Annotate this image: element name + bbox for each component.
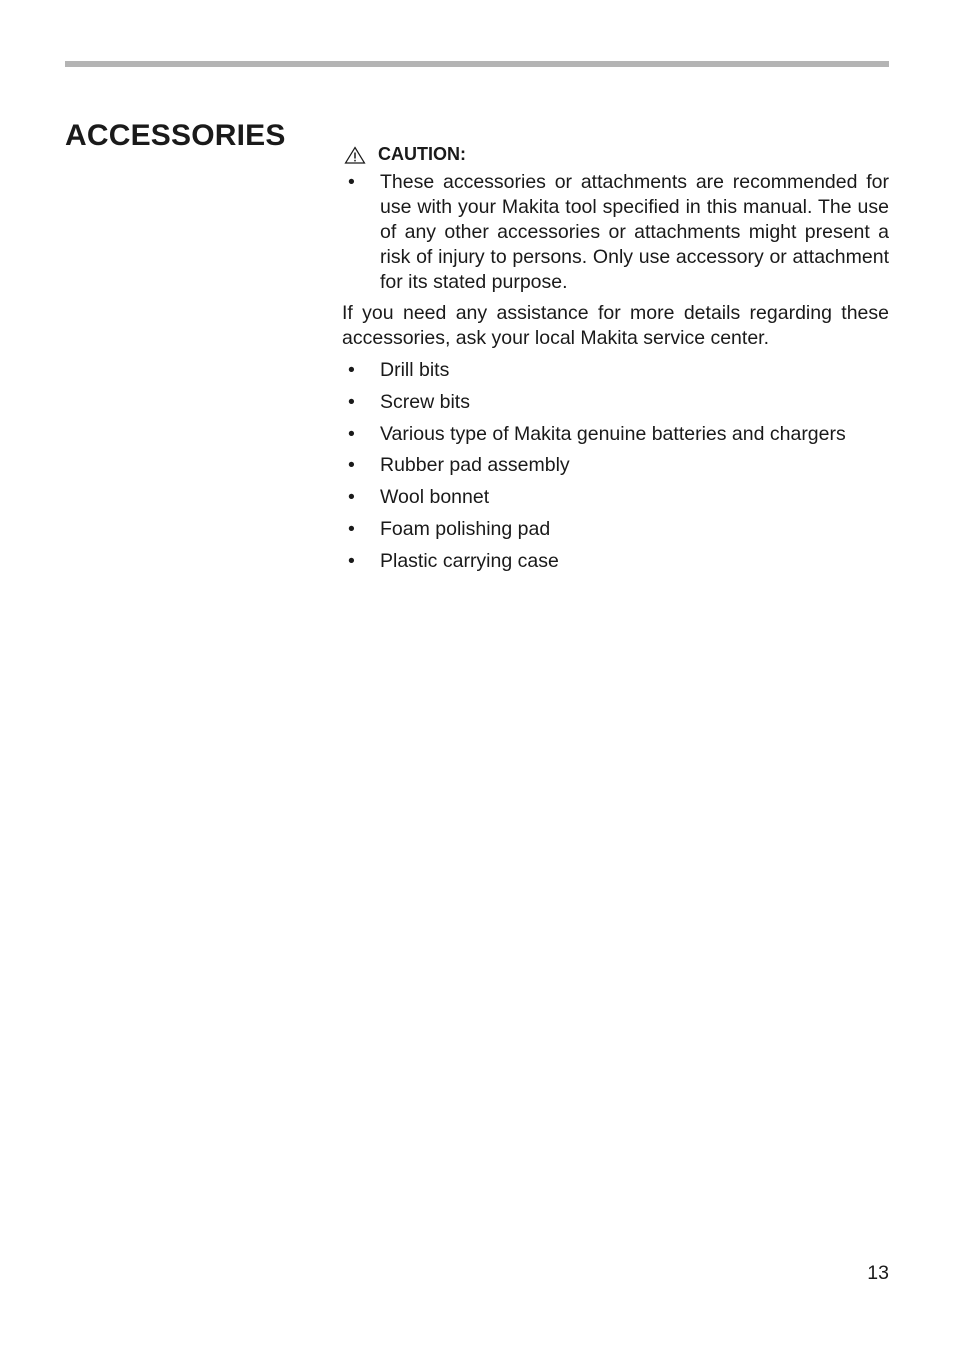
list-item — [342, 390, 889, 415]
caution-list — [342, 170, 889, 295]
list-item — [342, 422, 889, 447]
list-item — [342, 453, 889, 478]
list-item — [342, 549, 889, 574]
accessory-label: Various type of Makita genuine batteries and chargers — [380, 422, 846, 445]
bullet-icon: • — [348, 422, 355, 445]
accessory-label: Foam polishing pad — [380, 517, 551, 540]
bullet-icon: • — [348, 359, 355, 381]
accessory-label: Screw bits — [380, 390, 470, 413]
caution-text: These accessories or attachments are recommended for use with your Makita tool specified in this manual. The use of any other accessories or attachments might present a risk of injury to persons. Only use accessory or attachment for its stated purpose. — [380, 171, 889, 293]
assistance-paragraph: If you need any assistance for more details regarding these accessories, ask your local Makita service center. — [342, 302, 889, 349]
list-item — [342, 170, 889, 295]
caution-heading — [344, 142, 889, 167]
accessory-label: Wool bonnet — [380, 486, 490, 509]
bullet-icon: • — [348, 171, 355, 193]
list-item — [342, 517, 889, 542]
accessories-list — [342, 358, 889, 574]
page-number: 13 — [867, 1262, 889, 1284]
accessory-label: Plastic carrying case — [380, 549, 559, 572]
list-item — [342, 485, 889, 510]
accessory-label: Drill bits — [380, 359, 450, 381]
bullet-icon: • — [348, 454, 355, 477]
bullet-icon: • — [348, 549, 355, 572]
list-item — [342, 358, 889, 383]
top-divider — [65, 61, 889, 67]
caution-label: CAUTION: — [378, 144, 466, 164]
accessory-label: Rubber pad assembly — [380, 454, 570, 477]
bullet-icon: • — [348, 390, 355, 413]
section-body — [342, 142, 889, 581]
section-title: ACCESSORIES — [65, 119, 286, 152]
bullet-icon: • — [348, 486, 355, 509]
bullet-icon: • — [348, 517, 355, 540]
warning-triangle-icon — [344, 146, 366, 164]
